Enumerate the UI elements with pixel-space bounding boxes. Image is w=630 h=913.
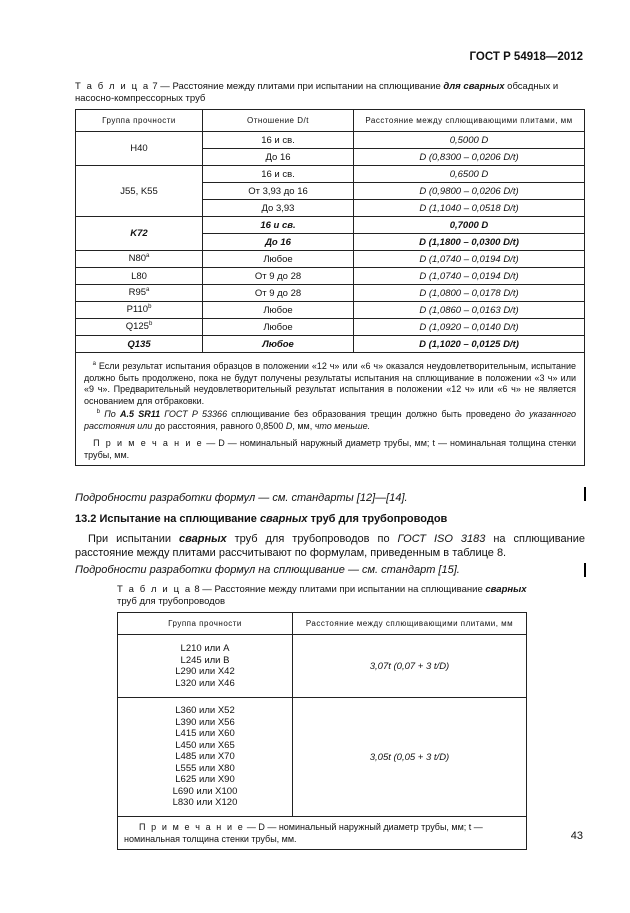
paragraph-formulas: Подробности разработки формул — см. стандарты [12]—[14]. [75,492,408,504]
table7-dist: 0,7000 D [354,217,585,234]
table7-ratio: 16 и св. [203,166,354,183]
table7-dist: D (1,0800 – 0,0178 D/t) [354,285,585,302]
table7-ratio: Любое [203,302,354,319]
table7-group-q135: Q135 [76,336,203,353]
table7-caption-num: 7 — Расстояние между плитами при испытании на сплющивание [149,81,444,92]
section-heading: 13.2 Испытание на сплющивание сварных труб для трубопроводов [75,513,448,525]
table7-dist: 0,6500 D [354,166,585,183]
table7-header-group: Группа прочности [76,110,203,132]
table7-ratio: От 9 до 28 [203,285,354,302]
table7-group-n80: N80$^a$ [76,251,203,268]
table7-ratio: 16 и св. [203,132,354,149]
table7-dist: D (1,1020 – 0,0125 D/t) [354,336,585,353]
change-bar [584,487,586,501]
table7-ratio: От 3,93 до 16 [203,183,354,200]
table7-group-h40: H40 [76,132,203,166]
table7-dist: D (0,9800 – 0,0206 D/t) [354,183,585,200]
table7-dist: D (1,0740 – 0,0194 D/t) [354,268,585,285]
table8-formula1: 3,07t (0,07 + 3 t/D) [293,635,527,698]
table8-header-dist: Расстояние между сплющивающими плитами, мм [293,613,527,635]
table7-dist: D (0,8300 – 0,0206 D/t) [354,149,585,166]
table7-ratio: 16 и св. [203,217,354,234]
table7-ratio: До 16 [203,234,354,251]
paragraph-testing: При испытании сварных труб для трубопроводов по ГОСТ ISO 3183 на сплющивание расстояние между плитами рассчитывают по формулам, приведенным в таблице 8. [75,533,585,559]
paragraph-flattening: Подробности разработки формул на сплющивание — см. стандарт [15]. [75,564,460,576]
table7-ratio: Любое [203,319,354,336]
table8-formula2: 3,05t (0,05 + 3 t/D) [293,698,527,817]
change-bar [584,563,586,577]
table7-dist: D (1,1040 – 0,0518 D/t) [354,200,585,217]
table7-note: П р и м е ч а н и е — D — номинальный наружный диаметр трубы, мм; t — номинальная толщина стенки трубы, мм. [84,438,577,460]
table7-dist: D (1,0920 – 0,0140 D/t) [354,319,585,336]
table7-group-k72: K72 [76,217,203,251]
table7-caption-prefix: Т а б л и ц а [75,81,150,92]
table8-group1: L210 или A L245 или B L290 или X42 L320 или X46 [118,635,293,698]
footnote-a: $^a$ Если результат испытания образцов в положении «12 ч» или «6 ч» оказался неудовлетворительным, испытание должно быть продолжено, пока не будут получены результаты испытания на сплющивание в положении «3 ч» или «9 ч». Предварительный неудовлетворительный результат испытания в положении «12 ч» или «6 ч» не является основанием для отбраковки. [84,361,576,406]
table7-header-ratio: Отношение D/t [203,110,354,132]
table8-group2: L360 или X52 L390 или X56 L415 или X60 L450 или X65 L485 или X70 L555 или X80 L625 или X90 L690 или X100 L830 или X120 [118,698,293,817]
table7 [75,109,585,466]
table7-dist: D (1,0740 – 0,0194 D/t) [354,251,585,268]
table7-group-r95: R95$^a$ [76,285,203,302]
table7-group-j55: J55, K55 [76,166,203,217]
table7-ratio: Любое [203,336,354,353]
table7-caption-rest: обсадных и насосно-компрессорных труб [75,81,559,104]
table7-caption-bold: для сварных [443,81,505,92]
table7-caption [75,81,583,105]
table7-ratio: До 3,93 [203,200,354,217]
table7-dist: 0,5000 D [354,132,585,149]
footnote-b: $^b$ По А.5 SR11 ГОСТ Р 53366 сплющивание без образования трещин должно быть проведено до указанного расстояния или до расстояния, равного 0,8500 D, мм, что меньше. [84,409,576,431]
page-header: ГОСТ Р 54918—2012 [469,51,583,63]
table8-header-group: Группа прочности [118,613,293,635]
table7-footnotes [76,353,585,466]
table8-note: П р и м е ч а н и е — D — номинальный наружный диаметр трубы, мм; t — номинальная толщина стенки трубы, мм. [118,817,527,850]
table7-ratio: От 9 до 28 [203,268,354,285]
table7-ratio: До 16 [203,149,354,166]
table7-dist: D (1,1800 – 0,0300 D/t) [354,234,585,251]
page-number: 43 [570,830,583,842]
table8 [117,612,527,850]
table7-group-l80: L80 [76,268,203,285]
table7-group-p110: P110$^b$ [76,302,203,319]
table7-header-dist: Расстояние между сплющивающими плитами, мм [354,110,585,132]
table7-ratio: Любое [203,251,354,268]
table8-caption: Т а б л и ц а 8 — Расстояние между плитами при испытании на сплющивание сварных труб для трубопроводов [117,584,527,607]
table7-group-q125: Q125$^b$ [76,319,203,336]
table7-dist: D (1,0860 – 0,0163 D/t) [354,302,585,319]
